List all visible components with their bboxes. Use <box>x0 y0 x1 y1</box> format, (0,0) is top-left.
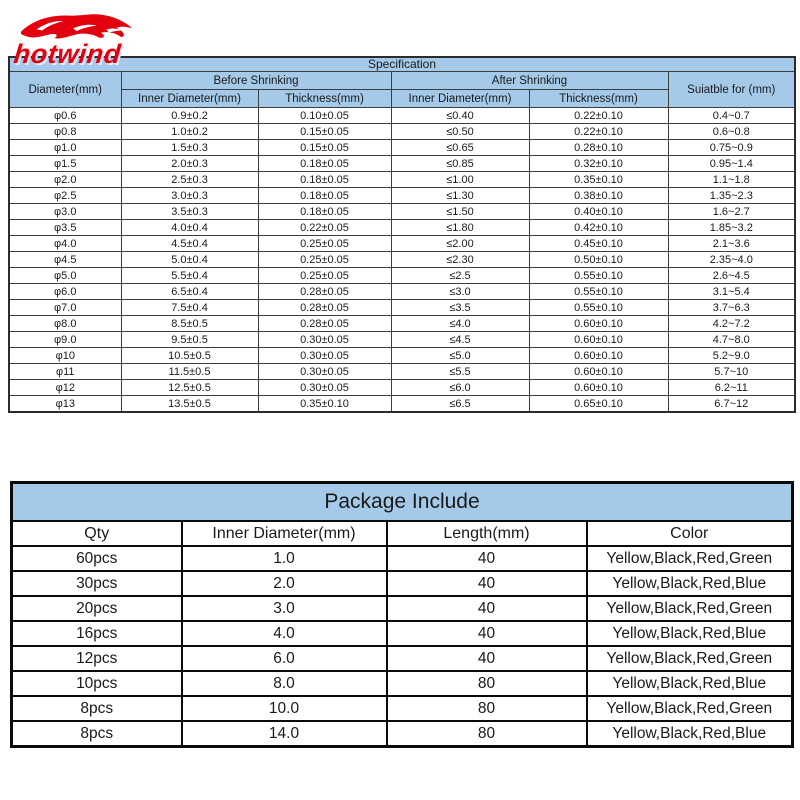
spec-row <box>9 220 795 236</box>
spec-cell-inner-diameter-after: ≤6.5 <box>391 396 529 413</box>
spec-row <box>9 204 795 220</box>
package-cell-inner-diameter: 4.0 <box>182 621 387 646</box>
spec-cell-diameter: φ0.8 <box>9 124 121 140</box>
spec-cell-thickness-before: 0.18±0.05 <box>258 204 391 220</box>
package-row <box>12 721 793 747</box>
spec-cell-inner-diameter-before: 9.5±0.5 <box>121 332 258 348</box>
spec-cell-suitable-for: 0.95~1.4 <box>668 156 795 172</box>
package-cell-color: Yellow,Black,Red,Blue <box>587 721 793 747</box>
spec-cell-suitable-for: 5.2~9.0 <box>668 348 795 364</box>
package-cell-length: 40 <box>387 596 587 621</box>
spec-row <box>9 316 795 332</box>
package-cell-qty: 20pcs <box>12 596 182 621</box>
spec-cell-suitable-for: 5.7~10 <box>668 364 795 380</box>
package-cell-inner-diameter: 14.0 <box>182 721 387 747</box>
package-row <box>12 546 793 571</box>
spec-cell-thickness-after: 0.60±0.10 <box>529 380 668 396</box>
spec-cell-inner-diameter-after: ≤2.5 <box>391 268 529 284</box>
spec-row <box>9 172 795 188</box>
spec-cell-inner-diameter-before: 11.5±0.5 <box>121 364 258 380</box>
spec-row <box>9 380 795 396</box>
spec-cell-thickness-after: 0.32±0.10 <box>529 156 668 172</box>
package-cell-length: 40 <box>387 646 587 671</box>
spec-cell-thickness-before: 0.30±0.05 <box>258 348 391 364</box>
spec-cell-inner-diameter-after: ≤0.40 <box>391 108 529 124</box>
package-header-qty: Qty <box>12 521 182 546</box>
spec-cell-diameter: φ11 <box>9 364 121 380</box>
spec-cell-thickness-after: 0.60±0.10 <box>529 316 668 332</box>
spec-cell-suitable-for: 1.6~2.7 <box>668 204 795 220</box>
spec-cell-inner-diameter-before: 5.0±0.4 <box>121 252 258 268</box>
spec-row <box>9 348 795 364</box>
spec-cell-inner-diameter-after: ≤1.00 <box>391 172 529 188</box>
spec-cell-inner-diameter-after: ≤1.50 <box>391 204 529 220</box>
spec-header-suitable-for: Suiatble for (mm) <box>668 72 795 108</box>
spec-header-after-shrinking: After Shrinking <box>391 72 668 90</box>
spec-cell-inner-diameter-before: 0.9±0.2 <box>121 108 258 124</box>
spec-cell-thickness-before: 0.30±0.05 <box>258 364 391 380</box>
spec-cell-inner-diameter-after: ≤6.0 <box>391 380 529 396</box>
package-cell-qty: 30pcs <box>12 571 182 596</box>
spec-cell-suitable-for: 1.85~3.2 <box>668 220 795 236</box>
spec-cell-diameter: φ6.0 <box>9 284 121 300</box>
spec-row <box>9 300 795 316</box>
package-cell-length: 40 <box>387 546 587 571</box>
spec-cell-diameter: φ2.5 <box>9 188 121 204</box>
spec-cell-thickness-before: 0.28±0.05 <box>258 300 391 316</box>
spec-cell-inner-diameter-before: 12.5±0.5 <box>121 380 258 396</box>
spec-row <box>9 236 795 252</box>
spec-cell-thickness-before: 0.25±0.05 <box>258 252 391 268</box>
spec-cell-thickness-after: 0.60±0.10 <box>529 332 668 348</box>
spec-cell-suitable-for: 1.1~1.8 <box>668 172 795 188</box>
package-row <box>12 596 793 621</box>
spec-cell-inner-diameter-after: ≤4.0 <box>391 316 529 332</box>
spec-cell-diameter: φ12 <box>9 380 121 396</box>
package-cell-color: Yellow,Black,Red,Blue <box>587 571 793 596</box>
spec-cell-thickness-before: 0.30±0.05 <box>258 332 391 348</box>
spec-cell-suitable-for: 1.35~2.3 <box>668 188 795 204</box>
spec-cell-diameter: φ2.0 <box>9 172 121 188</box>
spec-cell-suitable-for: 3.1~5.4 <box>668 284 795 300</box>
spec-cell-inner-diameter-before: 4.5±0.4 <box>121 236 258 252</box>
spec-cell-thickness-before: 0.22±0.05 <box>258 220 391 236</box>
spec-cell-inner-diameter-after: ≤1.30 <box>391 188 529 204</box>
spec-cell-thickness-before: 0.25±0.05 <box>258 268 391 284</box>
package-cell-inner-diameter: 3.0 <box>182 596 387 621</box>
spec-row <box>9 108 795 124</box>
spec-cell-thickness-after: 0.55±0.10 <box>529 300 668 316</box>
spec-cell-inner-diameter-after: ≤2.30 <box>391 252 529 268</box>
spec-cell-inner-diameter-before: 2.0±0.3 <box>121 156 258 172</box>
spec-cell-inner-diameter-before: 6.5±0.4 <box>121 284 258 300</box>
spec-cell-thickness-after: 0.40±0.10 <box>529 204 668 220</box>
spec-cell-inner-diameter-after: ≤3.5 <box>391 300 529 316</box>
package-cell-qty: 8pcs <box>12 696 182 721</box>
spec-cell-thickness-after: 0.38±0.10 <box>529 188 668 204</box>
spec-cell-diameter: φ3.0 <box>9 204 121 220</box>
hotwind-logo <box>12 8 164 69</box>
package-cell-color: Yellow,Black,Red,Green <box>587 646 793 671</box>
spec-cell-inner-diameter-after: ≤5.0 <box>391 348 529 364</box>
spec-row <box>9 396 795 413</box>
spec-cell-thickness-after: 0.55±0.10 <box>529 284 668 300</box>
package-cell-inner-diameter: 10.0 <box>182 696 387 721</box>
spec-cell-suitable-for: 0.75~0.9 <box>668 140 795 156</box>
spec-cell-inner-diameter-before: 8.5±0.5 <box>121 316 258 332</box>
spec-cell-thickness-after: 0.55±0.10 <box>529 268 668 284</box>
spec-row <box>9 284 795 300</box>
spec-cell-inner-diameter-before: 4.0±0.4 <box>121 220 258 236</box>
spec-row <box>9 188 795 204</box>
spec-row <box>9 364 795 380</box>
package-cell-qty: 60pcs <box>12 546 182 571</box>
package-cell-color: Yellow,Black,Red,Blue <box>587 671 793 696</box>
spec-cell-thickness-after: 0.65±0.10 <box>529 396 668 413</box>
spec-cell-thickness-before: 0.18±0.05 <box>258 156 391 172</box>
package-cell-color: Yellow,Black,Red,Green <box>587 696 793 721</box>
spec-row <box>9 140 795 156</box>
spec-cell-inner-diameter-before: 3.0±0.3 <box>121 188 258 204</box>
spec-cell-inner-diameter-before: 5.5±0.4 <box>121 268 258 284</box>
spec-cell-thickness-after: 0.60±0.10 <box>529 348 668 364</box>
specification-table <box>8 56 796 413</box>
spec-cell-thickness-before: 0.10±0.05 <box>258 108 391 124</box>
spec-cell-thickness-after: 0.22±0.10 <box>529 124 668 140</box>
spec-header-before-shrinking: Before Shrinking <box>121 72 391 90</box>
spec-cell-suitable-for: 6.7~12 <box>668 396 795 413</box>
spec-cell-thickness-after: 0.60±0.10 <box>529 364 668 380</box>
spec-cell-diameter: φ1.5 <box>9 156 121 172</box>
package-cell-inner-diameter: 6.0 <box>182 646 387 671</box>
spec-cell-diameter: φ10 <box>9 348 121 364</box>
package-cell-length: 80 <box>387 721 587 747</box>
spec-cell-thickness-before: 0.30±0.05 <box>258 380 391 396</box>
package-row <box>12 696 793 721</box>
spec-cell-inner-diameter-after: ≤5.5 <box>391 364 529 380</box>
spec-cell-suitable-for: 4.2~7.2 <box>668 316 795 332</box>
spec-cell-inner-diameter-before: 3.5±0.3 <box>121 204 258 220</box>
spec-cell-inner-diameter-after: ≤0.85 <box>391 156 529 172</box>
spec-cell-inner-diameter-before: 1.5±0.3 <box>121 140 258 156</box>
spec-cell-inner-diameter-before: 2.5±0.3 <box>121 172 258 188</box>
package-cell-inner-diameter: 2.0 <box>182 571 387 596</box>
flame-icon <box>20 8 142 42</box>
spec-subheader-thickness-after: Thickness(mm) <box>529 90 668 108</box>
spec-row <box>9 124 795 140</box>
spec-cell-inner-diameter-before: 7.5±0.4 <box>121 300 258 316</box>
spec-group-header-row <box>9 72 795 90</box>
spec-row <box>9 268 795 284</box>
spec-cell-diameter: φ4.5 <box>9 252 121 268</box>
spec-cell-thickness-before: 0.18±0.05 <box>258 172 391 188</box>
spec-cell-inner-diameter-after: ≤4.5 <box>391 332 529 348</box>
spec-row <box>9 252 795 268</box>
spec-cell-thickness-before: 0.15±0.05 <box>258 140 391 156</box>
package-cell-length: 80 <box>387 671 587 696</box>
package-header-inner-diameter: Inner Diameter(mm) <box>182 521 387 546</box>
spec-cell-thickness-after: 0.50±0.10 <box>529 252 668 268</box>
spec-cell-inner-diameter-after: ≤3.0 <box>391 284 529 300</box>
spec-row <box>9 332 795 348</box>
spec-cell-inner-diameter-before: 1.0±0.2 <box>121 124 258 140</box>
package-row <box>12 621 793 646</box>
spec-cell-suitable-for: 6.2~11 <box>668 380 795 396</box>
spec-cell-thickness-before: 0.18±0.05 <box>258 188 391 204</box>
spec-cell-inner-diameter-before: 13.5±0.5 <box>121 396 258 413</box>
spec-cell-inner-diameter-after: ≤0.65 <box>391 140 529 156</box>
package-cell-inner-diameter: 1.0 <box>182 546 387 571</box>
spec-cell-thickness-after: 0.45±0.10 <box>529 236 668 252</box>
package-include-table <box>10 481 794 748</box>
package-title-row <box>12 483 793 522</box>
package-row <box>12 671 793 696</box>
package-cell-length: 80 <box>387 696 587 721</box>
spec-cell-thickness-before: 0.35±0.10 <box>258 396 391 413</box>
spec-cell-thickness-after: 0.42±0.10 <box>529 220 668 236</box>
brand-name: hotwind <box>12 39 123 69</box>
spec-cell-thickness-before: 0.25±0.05 <box>258 236 391 252</box>
spec-cell-diameter: φ13 <box>9 396 121 413</box>
spec-cell-diameter: φ4.0 <box>9 236 121 252</box>
spec-cell-suitable-for: 0.4~0.7 <box>668 108 795 124</box>
spec-cell-thickness-before: 0.15±0.05 <box>258 124 391 140</box>
spec-cell-diameter: φ5.0 <box>9 268 121 284</box>
spec-header-diameter: Diameter(mm) <box>9 72 121 108</box>
spec-cell-diameter: φ9.0 <box>9 332 121 348</box>
spec-cell-suitable-for: 2.1~3.6 <box>668 236 795 252</box>
package-title: Package Include <box>12 483 793 522</box>
package-cell-color: Yellow,Black,Red,Blue <box>587 621 793 646</box>
spec-cell-thickness-after: 0.35±0.10 <box>529 172 668 188</box>
package-header-length: Length(mm) <box>387 521 587 546</box>
spec-cell-inner-diameter-after: ≤0.50 <box>391 124 529 140</box>
spec-cell-suitable-for: 4.7~8.0 <box>668 332 795 348</box>
spec-cell-thickness-after: 0.22±0.10 <box>529 108 668 124</box>
spec-subheader-inner-diameter-after: Inner Diameter(mm) <box>391 90 529 108</box>
package-cell-length: 40 <box>387 621 587 646</box>
spec-cell-diameter: φ3.5 <box>9 220 121 236</box>
spec-cell-inner-diameter-after: ≤2.00 <box>391 236 529 252</box>
spec-cell-diameter: φ1.0 <box>9 140 121 156</box>
package-row <box>12 646 793 671</box>
spec-cell-diameter: φ7.0 <box>9 300 121 316</box>
package-row <box>12 571 793 596</box>
spec-cell-diameter: φ8.0 <box>9 316 121 332</box>
spec-cell-inner-diameter-before: 10.5±0.5 <box>121 348 258 364</box>
spec-cell-suitable-for: 0.6~0.8 <box>668 124 795 140</box>
package-cell-qty: 10pcs <box>12 671 182 696</box>
package-header-color: Color <box>587 521 793 546</box>
package-cell-qty: 8pcs <box>12 721 182 747</box>
package-header-row <box>12 521 793 546</box>
spec-cell-thickness-before: 0.28±0.05 <box>258 284 391 300</box>
spec-cell-suitable-for: 3.7~6.3 <box>668 300 795 316</box>
package-cell-qty: 12pcs <box>12 646 182 671</box>
spec-cell-suitable-for: 2.6~4.5 <box>668 268 795 284</box>
package-cell-length: 40 <box>387 571 587 596</box>
spec-cell-thickness-before: 0.28±0.05 <box>258 316 391 332</box>
package-cell-color: Yellow,Black,Red,Green <box>587 596 793 621</box>
spec-cell-inner-diameter-after: ≤1.80 <box>391 220 529 236</box>
spec-cell-thickness-after: 0.28±0.10 <box>529 140 668 156</box>
package-cell-qty: 16pcs <box>12 621 182 646</box>
spec-subheader-thickness-before: Thickness(mm) <box>258 90 391 108</box>
spec-subheader-inner-diameter-before: Inner Diameter(mm) <box>121 90 258 108</box>
package-cell-inner-diameter: 8.0 <box>182 671 387 696</box>
spec-cell-suitable-for: 2.35~4.0 <box>668 252 795 268</box>
spec-title: Specification <box>9 57 795 72</box>
spec-row <box>9 156 795 172</box>
package-cell-color: Yellow,Black,Red,Green <box>587 546 793 571</box>
spec-cell-diameter: φ0.6 <box>9 108 121 124</box>
